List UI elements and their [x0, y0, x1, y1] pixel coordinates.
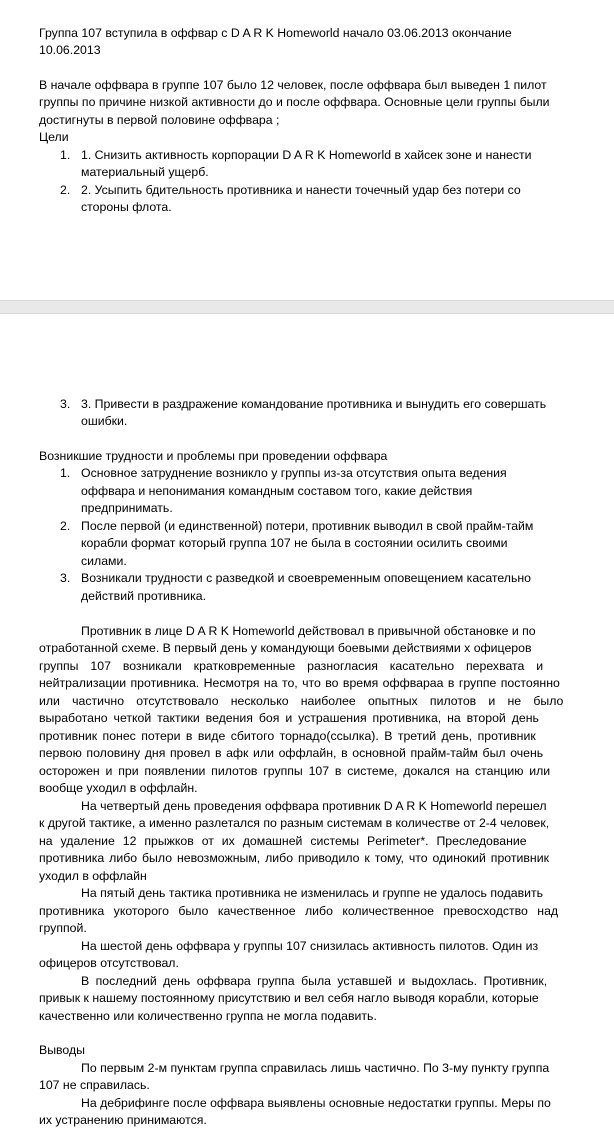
body-line: вообще уходил в оффлайн. — [39, 781, 198, 795]
difficulty-line: оффвара и непонимания командным составом того, какие действия — [81, 484, 473, 498]
body-line: осторожен и при появлении пилотов группы 107 в системе, докался на станцию или — [39, 764, 551, 778]
difficulty-line: После первой (и единственной) потери, противник выводил в свой прайм-тайм — [81, 519, 534, 533]
body-line: к другой тактике, а именно разлетался по разным системам в количестве от 2-4 человек, — [39, 816, 550, 830]
body-line: офицеров отсутствовал. — [39, 956, 179, 970]
conclusions-heading: Выводы — [39, 1043, 86, 1057]
body-line: на удаление 12 прыжков от их домашней системы Perimeter*. Преследование — [39, 834, 527, 848]
conclusion-line: 107 не справилась. — [39, 1078, 150, 1092]
goal-line: материальный ущерб. — [81, 165, 209, 179]
goals-heading: Цели — [39, 130, 69, 144]
conclusion-line: их устранению принимаются. — [39, 1113, 207, 1127]
summary-line: В начале оффвара в группе 107 было 12 человек, после оффвара был выведен 1 пилот — [39, 78, 547, 92]
difficulty-line: силами. — [81, 554, 127, 568]
difficulty-line: действий противника. — [81, 589, 207, 603]
body-line: На шестой день оффвара у группы 107 снизилась активность пилотов. Один из — [81, 939, 539, 953]
list-number: 1. — [60, 148, 71, 162]
difficulty-line: корабли формат который группа 107 не была в состоянии осилить своими — [81, 536, 508, 550]
list-number: 1. — [60, 466, 71, 480]
goal-line: стороны флота. — [81, 200, 172, 214]
conclusion-line: По первым 2-м пунктам группа справилась лишь частично. По 3-му пункту группа — [81, 1061, 550, 1075]
body-line: На четвертый день проведения оффвара противник D A R K Homeworld перешел — [81, 799, 547, 813]
goal-line: 1. Снизить активность корпорации D A R K Homeworld в хайсек зоне и нанести — [81, 148, 532, 162]
body-line: качественно или количественно группа не могла подавить. — [39, 1009, 377, 1023]
body-line: На пятый день тактика противника не изменилась и группе не удалось подавить — [81, 886, 544, 900]
list-number: 3. — [60, 571, 71, 585]
body-line: отработанной схеме. В первый день у командующи боевыми действиями х офицеров — [39, 641, 532, 655]
summary-line: достигнуты в первой половине оффвара ; — [39, 113, 280, 127]
difficulty-line: Основное затруднение возникло у группы из-за отсутствия опыта ведения — [81, 466, 507, 480]
body-line: привык к нашему постоянному присутствию и вел себя нагло выводя корабли, которые — [39, 991, 539, 1005]
goal-line: 2. Усыпить бдительность противника и нанести точечный удар без потери со — [81, 183, 521, 197]
conclusion-line: На дебрифинге после оффвара выявлены основные недостатки группы. Меры по — [81, 1096, 551, 1110]
page-break — [0, 300, 614, 314]
body-line: уходил в оффлайн — [39, 869, 147, 883]
goal-line: 3. Привести в раздражение командование противника и вынудить его совершать — [81, 397, 547, 411]
body-line: Противник в лице D A R K Homeworld действовал в привычной обстановке и по — [81, 624, 536, 638]
body-line: противника либо было невозможным, либо приводило к тому, что одинокий противник — [39, 851, 549, 865]
body-line: первою половину дня провел в афк или оффлайн, в основной прайм-тайм был очень — [39, 746, 544, 760]
body-line: или частично отсутствовало несколько наиболее опытных пилотов и не было — [39, 694, 564, 708]
list-number: 2. — [60, 183, 71, 197]
intro-line: 10.06.2013 — [39, 43, 101, 57]
difficulties-heading: Возникшие трудности и проблемы при проведении оффвара — [39, 449, 388, 463]
summary-line: группы по причине низкой активности до и после оффвара. Основные цели группы были — [39, 95, 550, 109]
goal-line: ошибки. — [81, 414, 128, 428]
document-page-1 — [0, 0, 614, 300]
difficulty-line: Возникали трудности с разведкой и своевременным оповещением касательно — [81, 571, 532, 585]
body-line: противник понес потери в виде сбитого торнадо(ссылка). В третий день, противник — [39, 729, 536, 743]
body-line: выработано четкой тактики ведения боя и устрашения противника, на второй день — [39, 711, 539, 725]
document-page-2 — [0, 314, 614, 1138]
body-line: противника укоторого было качественное либо количественное превосходство над — [39, 904, 559, 918]
body-line: нейтрализации противника. Несмотря на то, что во время оффвараа в группе постоянно — [39, 676, 560, 690]
list-number: 2. — [60, 519, 71, 533]
body-line: группой. — [39, 921, 87, 935]
difficulty-line: предпринимать. — [81, 501, 173, 515]
intro-line: Группа 107 вступила в оффвар с D A R K Homeworld начало 03.06.2013 окончание — [39, 26, 512, 40]
list-number: 3. — [60, 397, 71, 411]
body-line: группы 107 возникали кратковременные разногласия касательно перехвата и — [39, 659, 544, 673]
body-line: В последний день оффвара группа была уставшей и выдохлась. Противник, — [81, 974, 548, 988]
